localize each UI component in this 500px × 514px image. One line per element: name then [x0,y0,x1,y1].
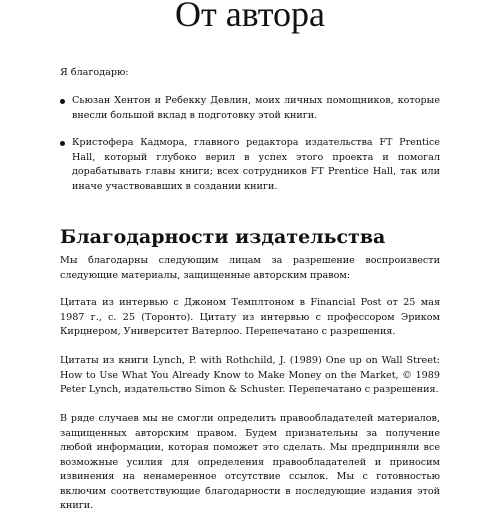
page-title: От автора [174,0,326,34]
list-item-text: Сьюзан Хентон и Ребекку Девлин, моих личных помощников, которые внесли большой вклад в подготовку этой книги. [72,95,440,121]
thanks-list [60,94,440,207]
document-page [60,0,440,511]
list-item [60,136,440,194]
publisher-intro: Мы благодарны следующим лицам за разрешение воспроизвести следующие материалы, защищенные авторским правом: [60,255,440,281]
citation-paragraph: В ряде случаев мы не смогли определить правообладателей материалов, защищенных авторским правом. Будем признательны за получение любой информации, которая поможет это сделать. Мы предприняли все возможные усилия для определения правообладателей и приносим извинения на ненамеренное отсутствие ссылок. Мы с готовностью включим соответствующие благодарности в последующие издания этой книги. [60,413,440,511]
bullet-icon [60,99,65,104]
list-item-text: Кристофера Кадмора, главного редактора издательства FT Prentice Hall, который глубоко верил в успех этого проекта и помогал дорабатывать главы книги; всех сотрудников FT Prentice Hall, так или иначе участвовавших в создании книги. [72,137,440,192]
section-heading: Благодарности издательства [60,226,386,248]
intro-text: Я благодарю: [60,67,129,78]
list-item [60,94,440,123]
bullet-icon [60,141,65,146]
citation-paragraph: Цитаты из книги Lynch, P. with Rothchild, J. (1989) One up on Wall Street: How to Use What You Already Know to Make Money on the Market, © 1989 Peter Lynch, издательство Simon & Schuster. Перепечатано с разрешения. [60,355,440,395]
citation-paragraph: Цитата из интервью с Джоном Темплтоном в Financial Post от 25 мая 1987 г., с. 25 (Торонто). Цитату из интервью с профессором Эриком Кирцнером, Университет Ватерлоо. Перепечатано с разрешения. [60,297,440,337]
